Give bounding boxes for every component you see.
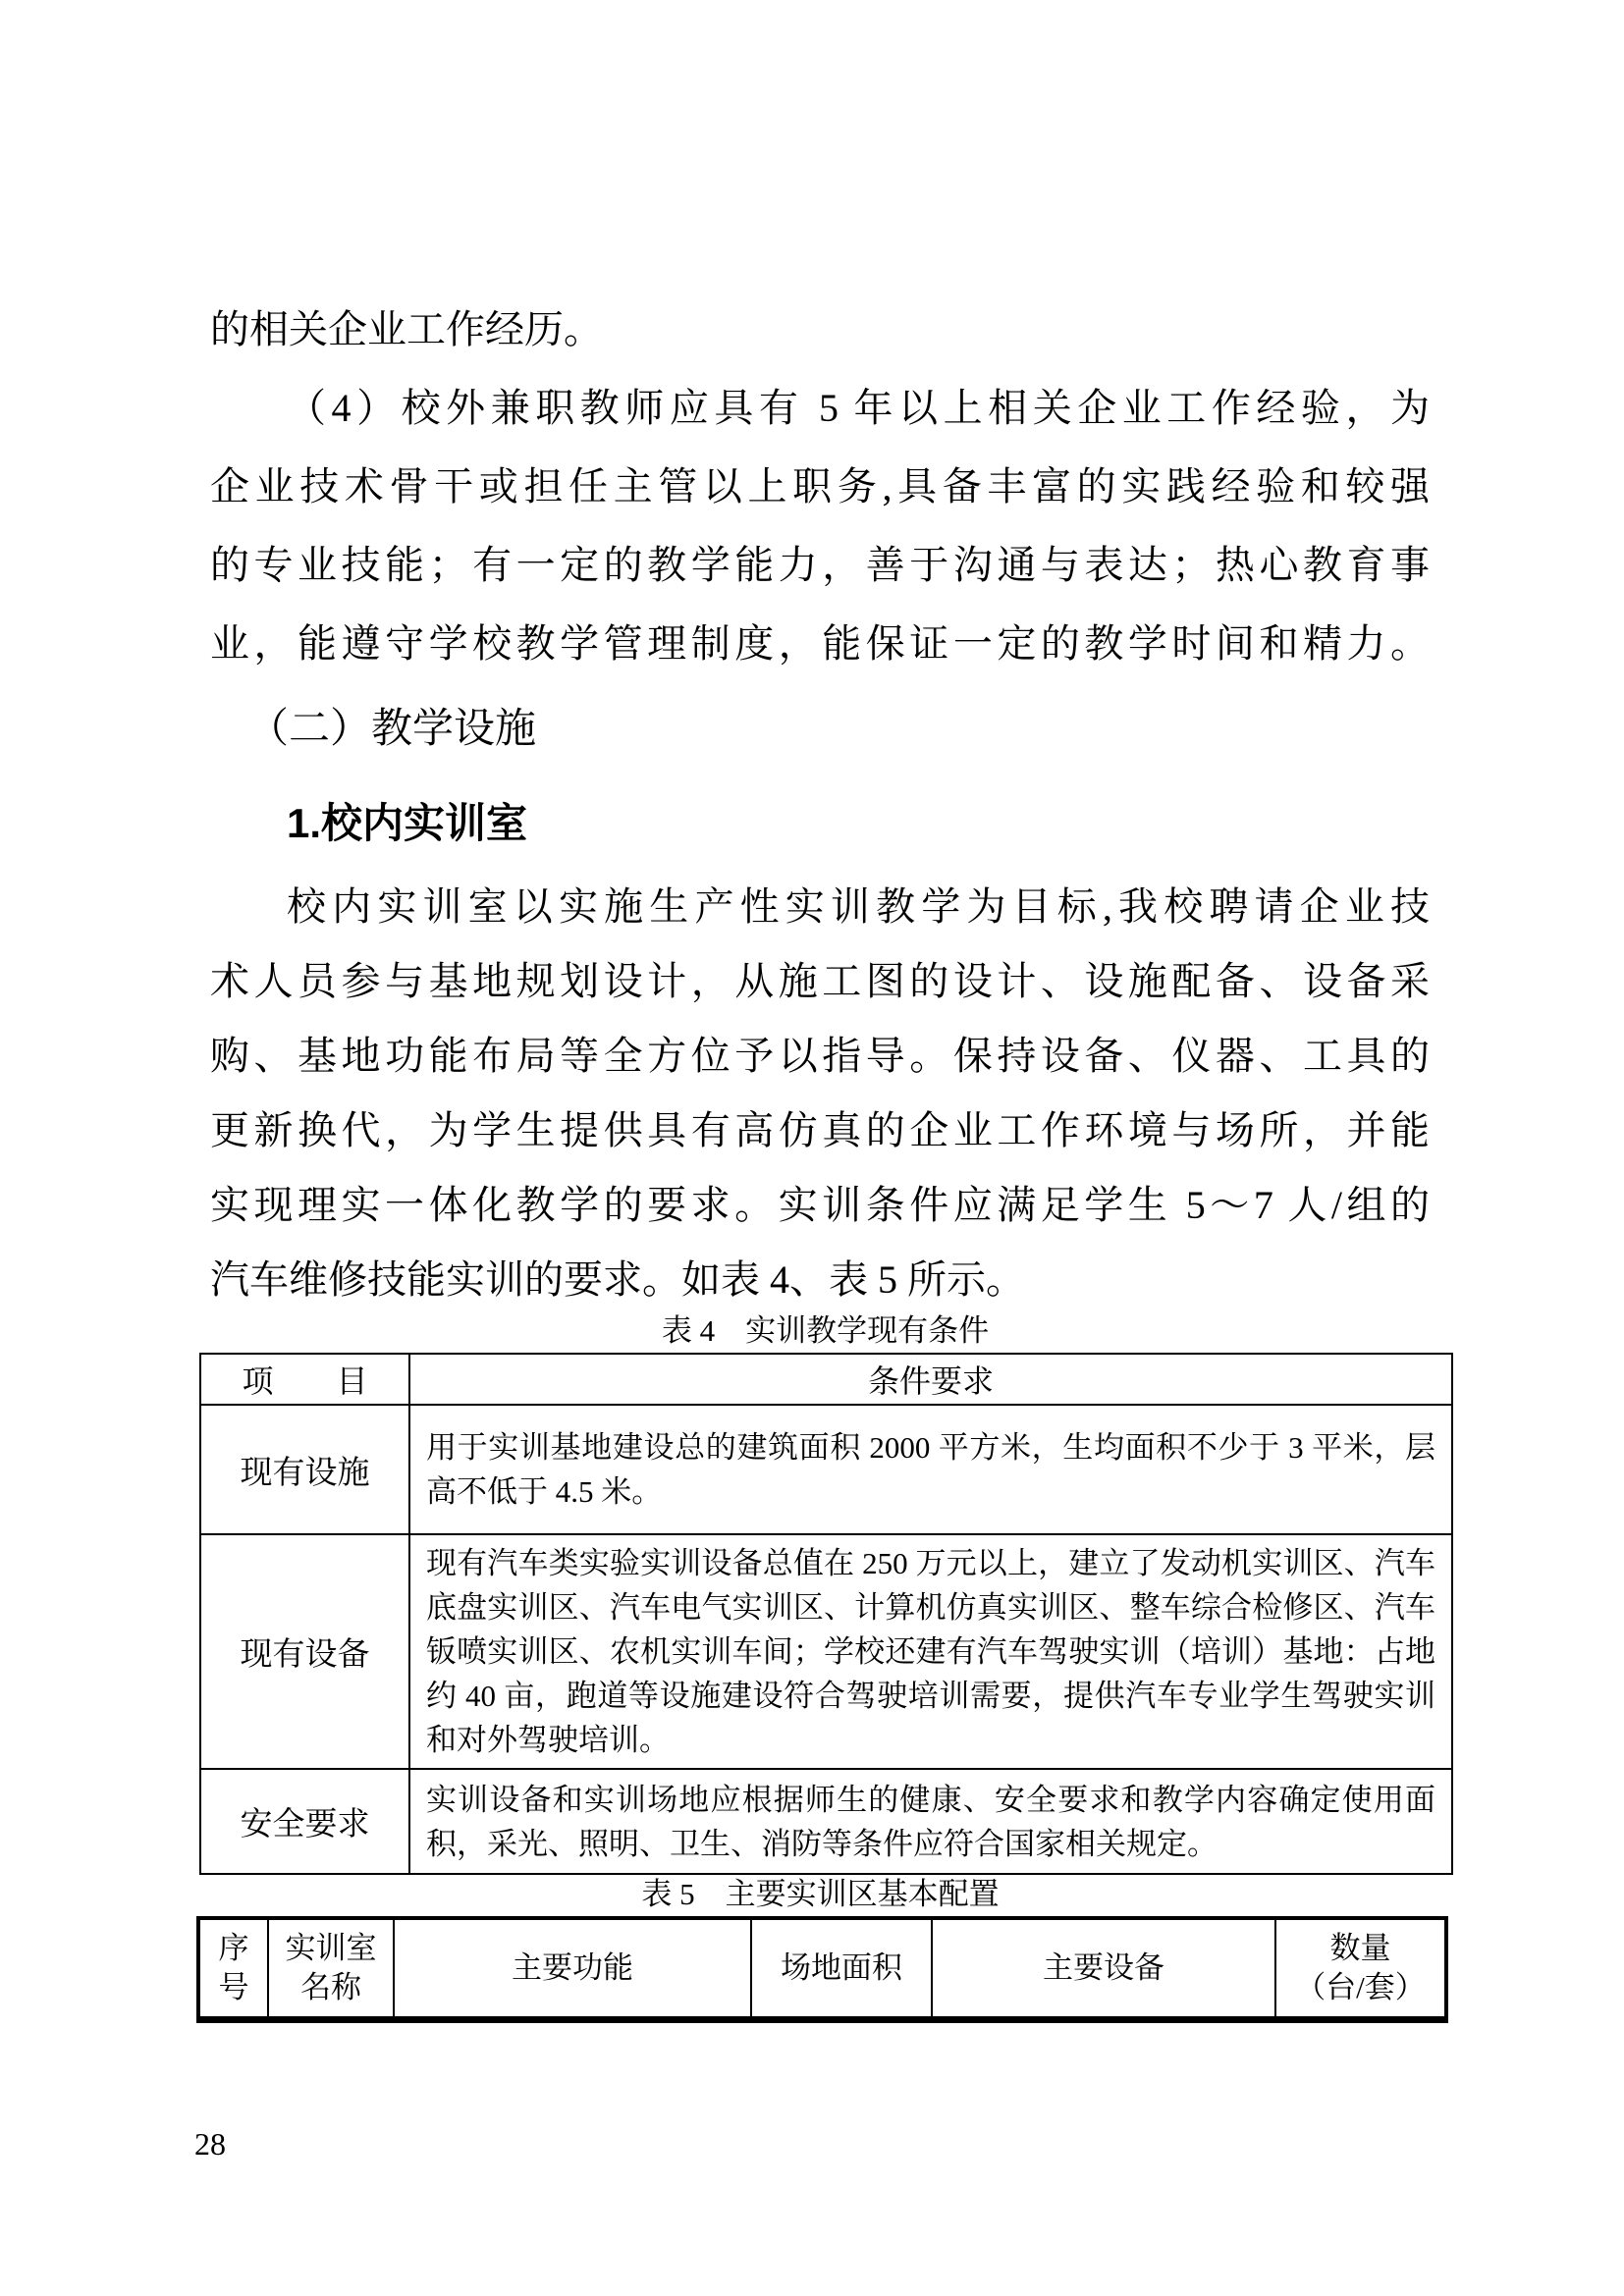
table5-header-quantity bbox=[1275, 1918, 1446, 2019]
header-line: 主要设备 bbox=[1043, 1949, 1164, 1985]
table4-header-requirement: 条件要求 bbox=[409, 1354, 1452, 1405]
header-line: 序 bbox=[218, 1930, 249, 1965]
table4-row-label: 安全要求 bbox=[200, 1769, 409, 1874]
table4-row-equipment bbox=[200, 1534, 1452, 1769]
table4-row-text: 现有汽车类实验实训设备总值在 250 万元以上，建立了发动机实训区、汽车底盘实训区、汽车电气实训区、计算机仿真实训区、整车综合检修区、汽车钣喷实训区、农机实训车间；学校还建有汽车驾驶实训（培训）基地：占地约 40 亩，跑道等设施建设符合驾驶培训需要，提供汽车专业学生驾驶实训和对外驾驶培训。 bbox=[409, 1534, 1452, 1769]
table4 bbox=[199, 1353, 1453, 1875]
table4-row-label: 现有设施 bbox=[200, 1405, 409, 1534]
paragraph-line: 更新换代，为学生提供具有高仿真的企业工作环境与场所，并能 bbox=[210, 1108, 1430, 1152]
subsection-heading: 1.校内实训室 bbox=[287, 800, 528, 846]
paragraph-line: （4）校外兼职教师应具有 5 年以上相关企业工作经验，为 bbox=[287, 386, 1430, 430]
header-line: 名称 bbox=[300, 1969, 361, 2004]
header-line: （台/套） bbox=[1295, 1969, 1426, 2004]
header-line: 号 bbox=[218, 1969, 249, 2004]
table5-header-room-name bbox=[268, 1918, 394, 2019]
page-number: 28 bbox=[194, 2126, 226, 2162]
table5-header-index bbox=[198, 1918, 268, 2019]
section-heading: （二）教学设施 bbox=[247, 707, 537, 752]
table4-row-label: 现有设备 bbox=[200, 1534, 409, 1769]
paragraph-line: 企业技术骨干或担任主管以上职务,具备丰富的实践经验和较强 bbox=[210, 464, 1430, 508]
paragraph-line: 的专业技能；有一定的教学能力，善于沟通与表达；热心教育事 bbox=[210, 543, 1430, 587]
table4-header-row bbox=[200, 1354, 1452, 1405]
table5-caption: 表 5 主要实训区基本配置 bbox=[641, 1877, 1000, 1911]
table5-header-main-function bbox=[394, 1918, 751, 2019]
table4-row-safety bbox=[200, 1769, 1452, 1874]
paragraph-line: 的相关企业工作经历。 bbox=[210, 307, 603, 351]
table5-header-row bbox=[198, 1918, 1446, 2019]
paragraph-line: 业，能遵守学校教学管理制度，能保证一定的教学时间和精力。 bbox=[210, 621, 1430, 666]
header-line: 场地面积 bbox=[781, 1949, 902, 1985]
table5-header-site-area bbox=[751, 1918, 932, 2019]
paragraph-line: 实现理实一体化教学的要求。实训条件应满足学生 5～7 人/组的 bbox=[210, 1183, 1430, 1227]
header-line: 数量 bbox=[1329, 1930, 1391, 1965]
table4-row-text: 实训设备和实训场地应根据师生的健康、安全要求和教学内容确定使用面积，采光、照明、卫生、消防等条件应符合国家相关规定。 bbox=[409, 1769, 1452, 1874]
table5-header-main-equipment bbox=[932, 1918, 1275, 2019]
table4-caption: 表 4 实训教学现有条件 bbox=[661, 1313, 990, 1348]
table4-row-text: 用于实训基地建设总的建筑面积 2000 平方米，生均面积不少于 3 平米，层高不低于 4.5 米。 bbox=[409, 1405, 1452, 1534]
body-text-block bbox=[210, 291, 1430, 1317]
paragraph-line: 购、基地功能布局等全方位予以指导。保持设备、仪器、工具的 bbox=[210, 1034, 1430, 1078]
paragraph-line: 校内实训室以实施生产性实训教学为目标,我校聘请企业技 bbox=[287, 884, 1430, 929]
paragraph-line: 术人员参与基地规划设计，从施工图的设计、设施配备、设备采 bbox=[210, 959, 1430, 1003]
header-line: 实训室 bbox=[285, 1930, 377, 1965]
table4-header-item: 项 目 bbox=[200, 1354, 409, 1405]
table4-row-facilities bbox=[200, 1405, 1452, 1534]
table5 bbox=[196, 1916, 1448, 2023]
header-line: 主要功能 bbox=[512, 1949, 633, 1985]
paragraph-line: 汽车维修技能实训的要求。如表 4、表 5 所示。 bbox=[210, 1257, 1025, 1302]
